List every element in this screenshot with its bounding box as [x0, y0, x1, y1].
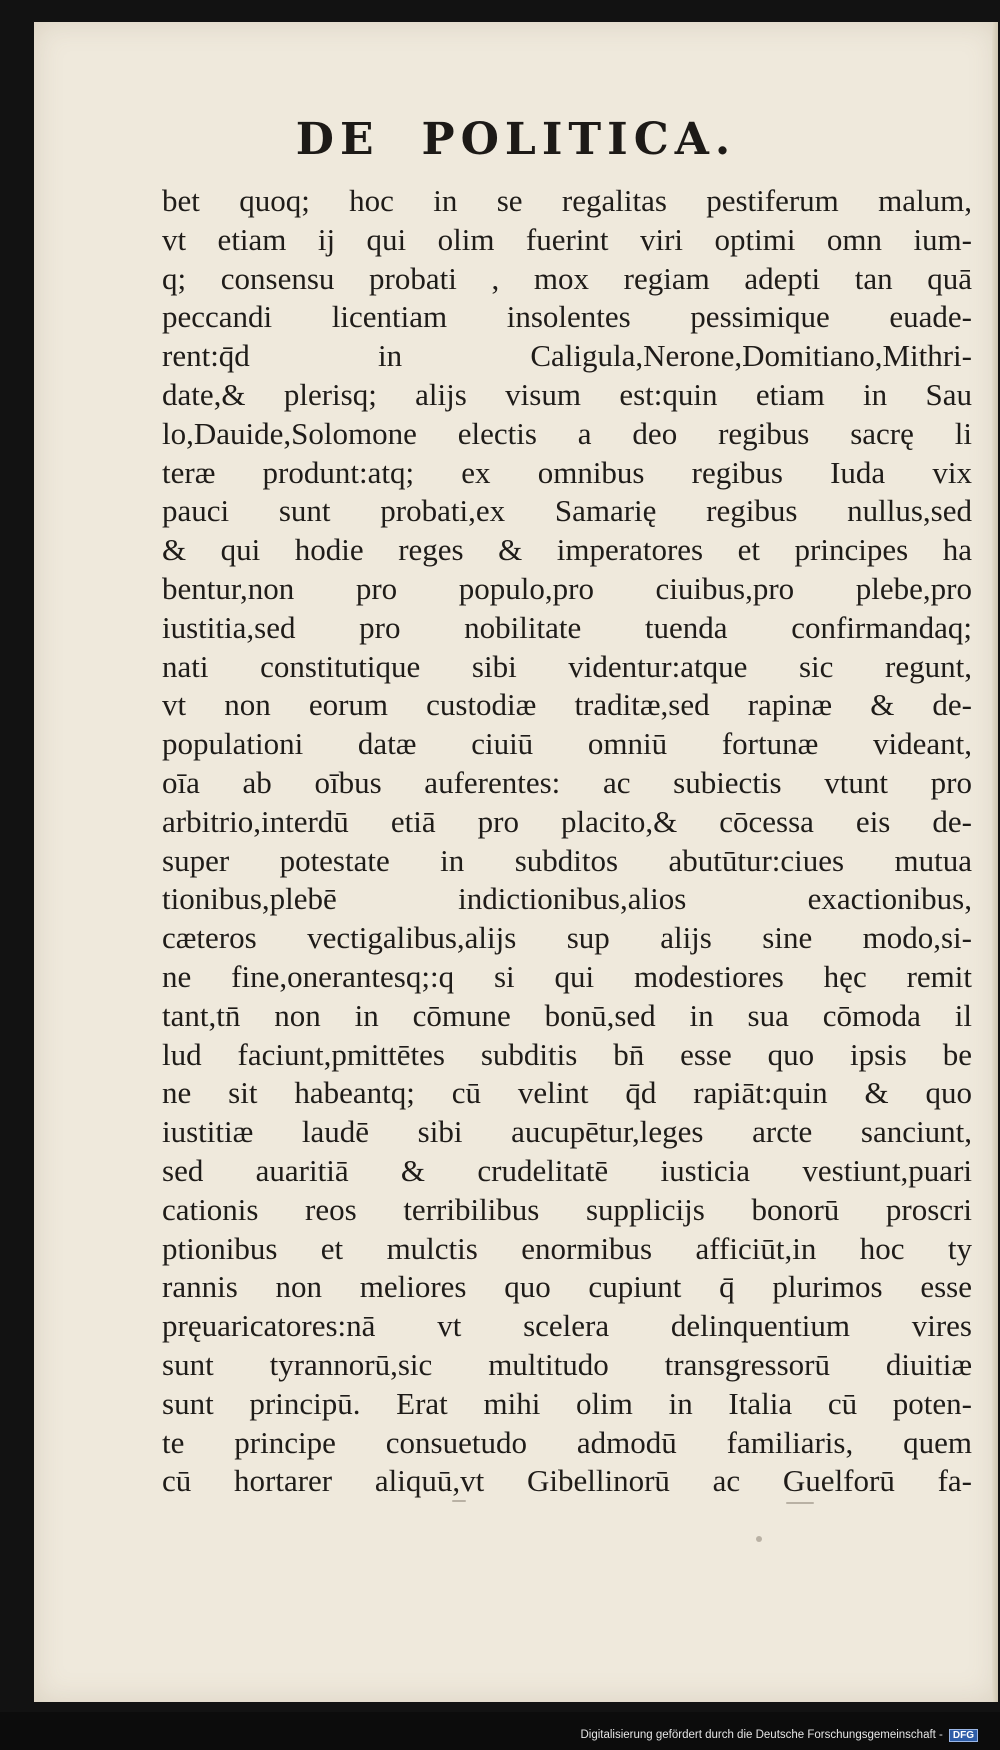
- running-head: [34, 114, 998, 165]
- text-line: sunt tyrannorū,sic multitudo transgressorū diuitiæ: [162, 1346, 972, 1382]
- credit-text: Digitalisierung gefördert durch die Deutsche Forschungsgemeinschaft -: [580, 1729, 943, 1741]
- running-head-word-1: DE: [295, 114, 380, 165]
- text-line: sunt principū. Erat mihi olim in Italia cū poten-: [162, 1385, 972, 1421]
- text-line: pauci sunt probati,ex Samarię regibus nullus,sed: [162, 493, 972, 529]
- text-line: tant,tn̄ non in cōmune bonū,sed in sua cōmoda il: [162, 997, 972, 1033]
- text-line: lud faciunt,pmittētes subditis bn̄ esse quo ipsis be: [162, 1036, 972, 1072]
- text-line: nati constitutique sibi videntur:atque sic regunt,: [162, 648, 972, 684]
- text-line: cationis reos terribilibus supplicijs bonorū proscri: [162, 1191, 972, 1227]
- text-line: ne fine,onerantesq;:q si qui modestiores hęc remit: [162, 958, 972, 994]
- text-line: vt etiam ij qui olim fuerint viri optimi omn ium-: [162, 221, 972, 257]
- text-line: sed auaritiā & crudelitatē iusticia vestiunt,puari: [162, 1152, 972, 1188]
- text-line: bet quoq; hoc in se regalitas pestiferum malum,: [162, 183, 972, 218]
- text-line: iustitiæ laudē sibi aucupētur,leges arcte sanciunt,: [162, 1114, 972, 1150]
- text-line: ptionibus et mulctis enormibus afficiūt,in hoc ty: [162, 1230, 972, 1266]
- text-line: date,& plerisq; alijs visum est:quin etiam in Sau: [162, 376, 972, 412]
- text-line: tionibus,plebē indictionibus,alios exactionibus,: [162, 881, 972, 917]
- text-line: q; consensu probati , mox regiam adepti tan quā: [162, 260, 972, 296]
- dfg-logo: DFG: [949, 1729, 978, 1742]
- text-line: oīa ab oībus auferentes: ac subiectis vtunt pro: [162, 764, 972, 800]
- text-line: ne sit habeantq; cū velint q̄d rapiāt:quin & quo: [162, 1075, 972, 1111]
- ink-speck: [756, 1536, 762, 1542]
- book-page: [34, 22, 998, 1702]
- text-line: cū hortarer aliquū,vt Gibellinorū ac Guelforū fa-: [162, 1463, 972, 1499]
- running-head-word-2: POLITICA.: [421, 114, 737, 165]
- text-line: & qui hodie reges & imperatores et principes ha: [162, 532, 972, 568]
- text-block: [162, 182, 972, 1501]
- text-line: teræ produnt:atq; ex omnibus regibus Iuda vix: [162, 454, 972, 490]
- digitization-credit: [580, 1729, 978, 1742]
- ink-speck: [786, 1502, 814, 1504]
- text-line: iustitia,sed pro nobilitate tuenda confirmandaq;: [162, 609, 972, 645]
- text-line: vt non eorum custodiæ traditæ,sed rapinæ & de-: [162, 687, 972, 723]
- page-edge: [992, 22, 998, 1702]
- text-line: rannis non meliores quo cupiunt q̄ plurimos esse: [162, 1269, 972, 1305]
- text-line: lo,Dauide,Solomone electis a deo regibus sacrę li: [162, 415, 972, 451]
- text-line: cæteros vectigalibus,alijs sup alijs sine modo,si-: [162, 920, 972, 956]
- text-line: super potestate in subditos abutūtur:ciues mutua: [162, 842, 972, 878]
- text-line: arbitrio,interdū etiā pro placito,& cōcessa eis de-: [162, 803, 972, 839]
- text-line: rent:q̄d in Caligula,Nerone,Domitiano,Mithri-: [162, 338, 972, 374]
- ink-speck: [452, 1500, 466, 1502]
- text-line: populationi datæ ciuiū omniū fortunæ videant,: [162, 726, 972, 762]
- text-line: peccandi licentiam insolentes pessimique euade-: [162, 299, 972, 335]
- text-line: pręuaricatores:nā vt scelera delinquentium vires: [162, 1308, 972, 1344]
- text-line: bentur,non pro populo,pro ciuibus,pro plebe,pro: [162, 570, 972, 606]
- text-line: te principe consuetudo admodū familiaris, quem: [162, 1424, 972, 1460]
